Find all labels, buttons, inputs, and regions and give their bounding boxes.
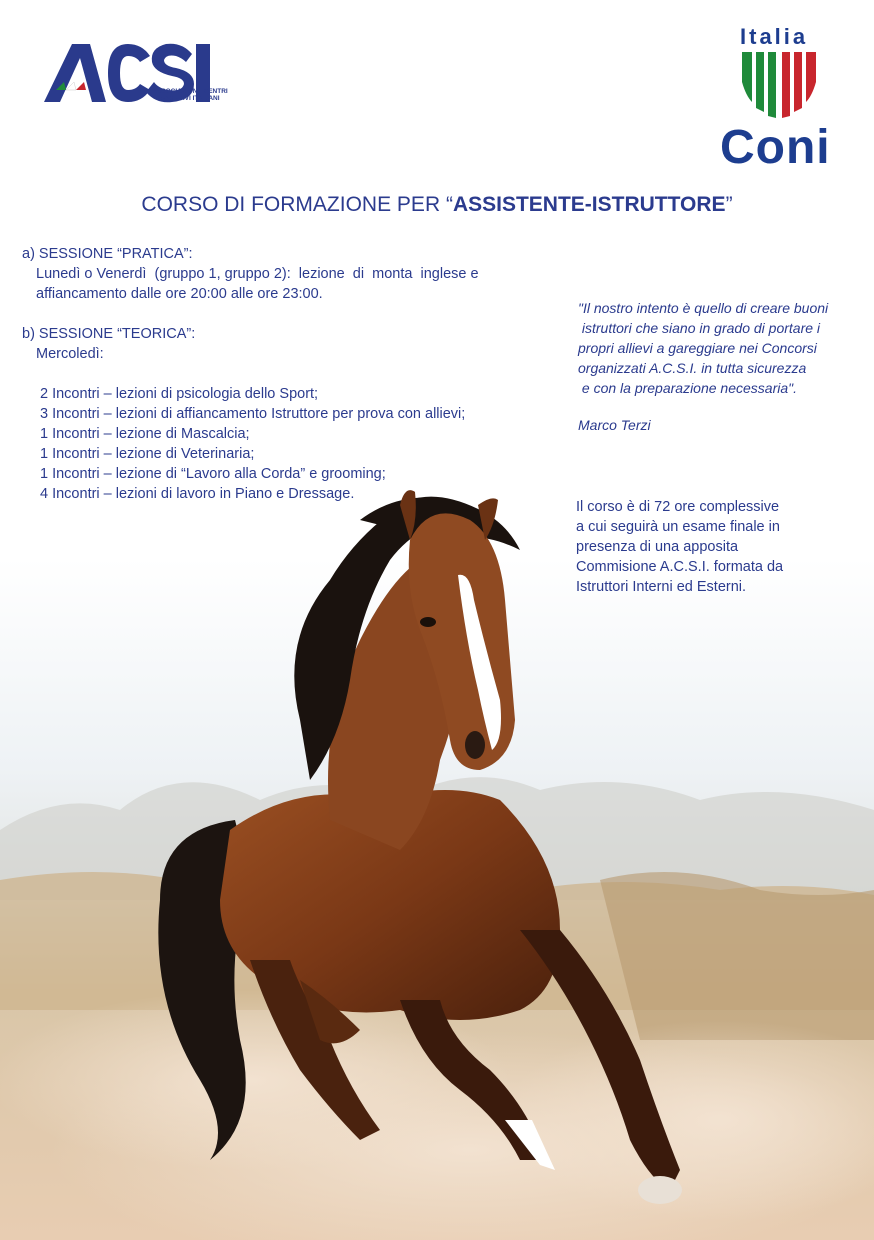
note-line: Istruttori Interni ed Esterni. [576, 579, 747, 595]
session-a [22, 244, 479, 304]
session-a-line: Lunedì o Venerdì (gruppo 1, gruppo 2): lezione di monta inglese e [36, 266, 479, 282]
list-item: 1 Incontri – lezione di Veterinaria; [40, 446, 255, 462]
note-line: presenza di una apposita [576, 539, 739, 555]
list-item: 4 Incontri – lezioni di lavoro in Piano e Dressage. [40, 486, 355, 502]
session-b [22, 324, 465, 504]
list-item: 2 Incontri – lezioni di psicologia dello Sport; [40, 386, 319, 402]
page-title [0, 193, 874, 217]
coni-wordmark: Coni [720, 121, 831, 174]
course-note [576, 497, 826, 597]
session-a-line: affiancamento dalle ore 20:00 alle ore 23:00. [36, 286, 323, 302]
list-item: 3 Incontri – lezioni di affiancamento Istruttore per prova con allievi; [40, 406, 466, 422]
quote-line: propri allievi a gareggiare nei Concorsi [578, 340, 817, 356]
list-item: 1 Incontri – lezione di “Lavoro alla Corda” e grooming; [40, 466, 386, 482]
quote-line: e con la preparazione necessaria". [578, 380, 797, 396]
note-line: Commisione A.C.S.I. formata da [576, 559, 784, 575]
session-a-heading: a) SESSIONE “PRATICA”: [22, 246, 193, 262]
coni-shield-icon [740, 52, 818, 120]
session-b-heading: b) SESSIONE “TEORICA”: [22, 326, 196, 342]
title-highlight: ASSISTENTE-ISTRUTTORE [452, 193, 726, 216]
coni-italia-label: Italia [740, 24, 809, 49]
coni-logo [718, 24, 848, 174]
acsi-subtitle: ASSOCIAZIONE CENTRI SPORTIVI ITALIANI [152, 88, 228, 102]
quote-line: organizzati A.C.S.I. in tutta sicurezza [578, 360, 807, 376]
acsi-logo [42, 38, 228, 110]
quote-author: Marco Terzi [578, 417, 651, 433]
quote-line: istruttori che siano in grado di portare i [578, 320, 821, 336]
quote-line: "Il nostro intento è quello di creare buoni [578, 300, 829, 316]
list-item: 1 Incontri – lezione di Mascalcia; [40, 426, 250, 442]
note-line: Il corso è di 72 ore complessive [576, 499, 780, 515]
note-line: a cui seguirà un esame finale in [576, 519, 780, 535]
quote-block [578, 298, 858, 398]
title-suffix: ” [725, 193, 733, 216]
title-prefix: CORSO DI FORMAZIONE PER “ [141, 193, 453, 216]
session-b-day: Mercoledì: [36, 346, 104, 362]
